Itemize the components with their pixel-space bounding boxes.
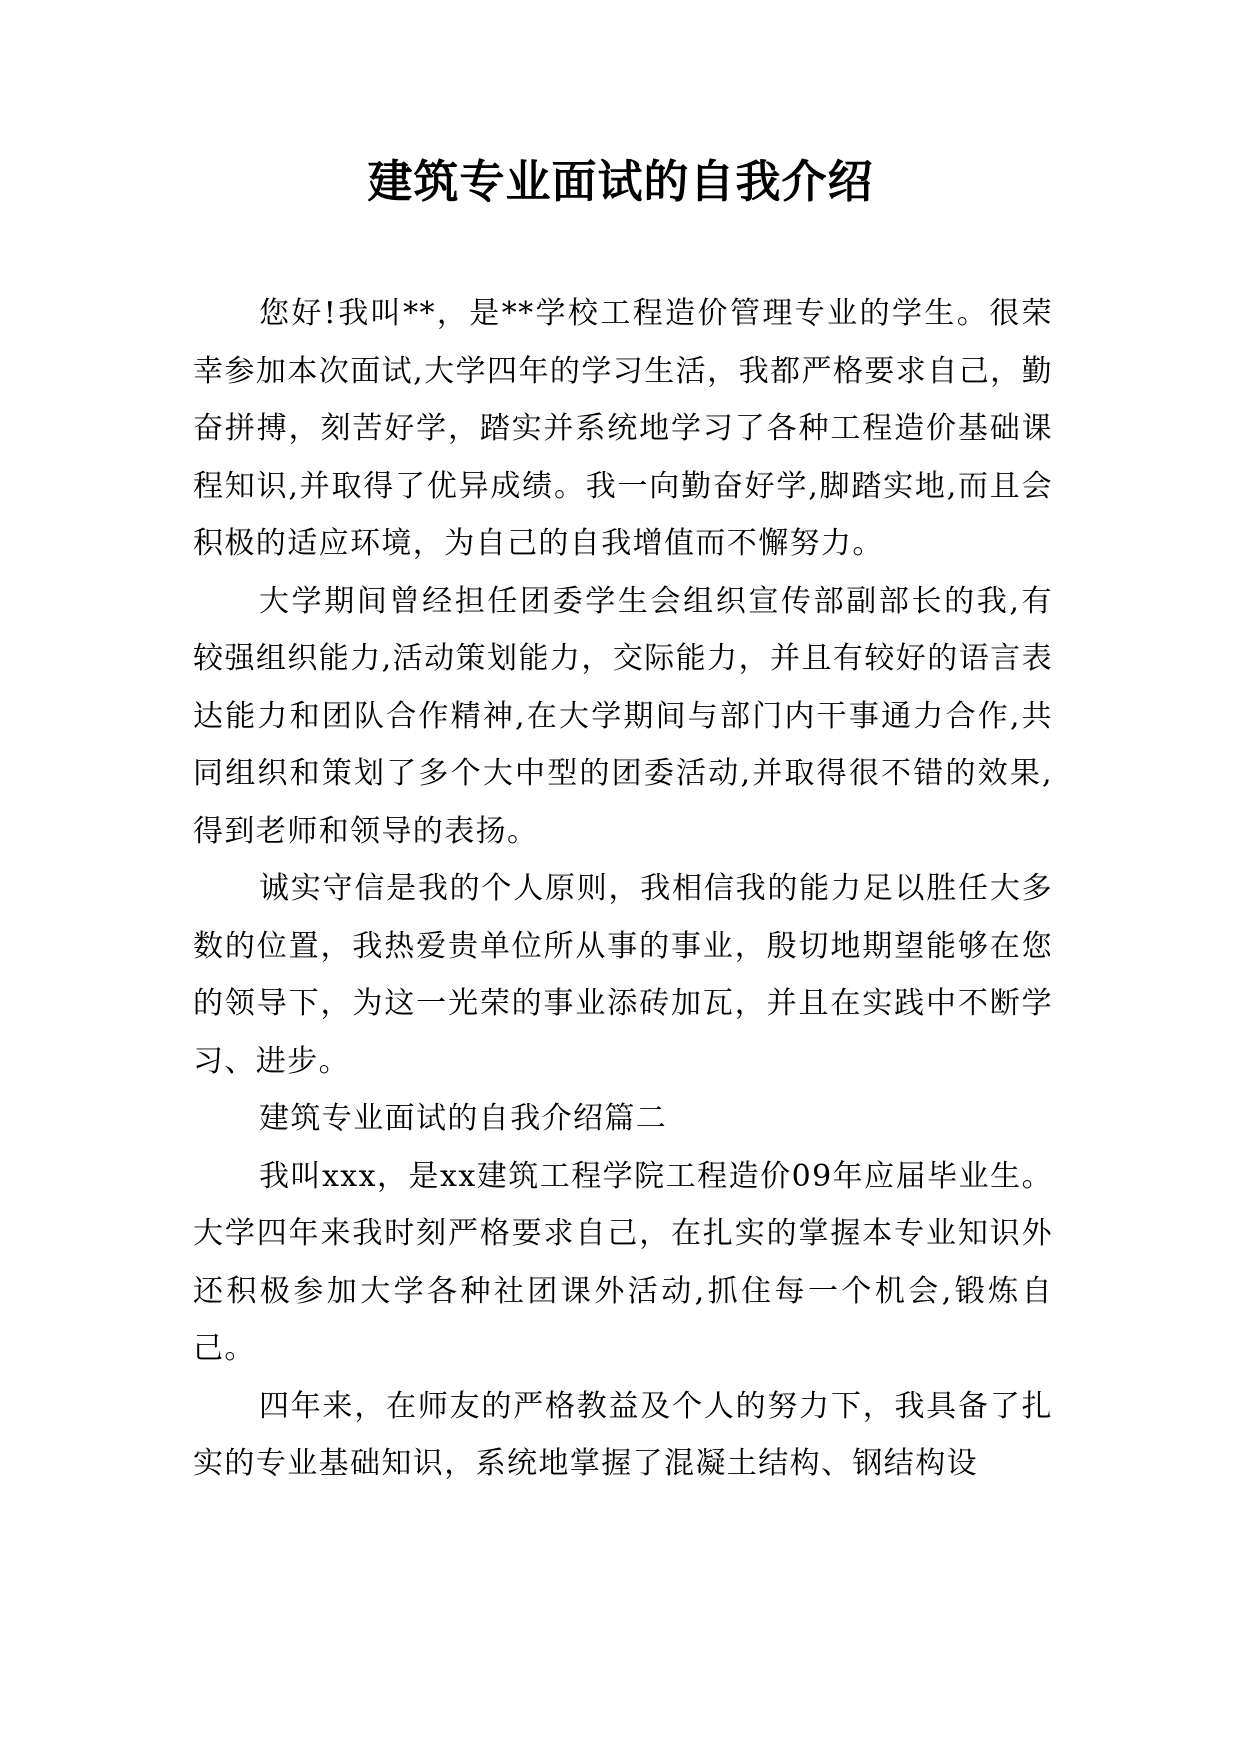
document-title: 建筑专业面试的自我介绍 bbox=[367, 155, 874, 208]
paragraph: 大学期间曾经担任团委学生会组织宣传部副部长的我,有较强组织能力,活动策划能力，交际能力，并且有较好的语言表达能力和团队合作精神,在大学期间与部门内干事通力合作,共同组织和策划了多个大中型的团委活动,并取得很不错的效果,得到老师和领导的表扬。 bbox=[193, 583, 1053, 849]
paragraph: 四年来，在师友的严格教益及个人的努力下，我具备了扎实的专业基础知识，系统地掌握了混凝土结构、钢结构设 bbox=[193, 1388, 1053, 1481]
paragraph: 我叫xxx，是xx建筑工程学院工程造价09年应届毕业生。大学四年来我时刻严格要求自己，在扎实的掌握本专业知识外还积极参加大学各种社团课外活动,抓住每一个机会,锻炼自己。 bbox=[193, 1158, 1053, 1366]
paragraph: 您好!我叫**，是**学校工程造价管理专业的学生。很荣幸参加本次面试,大学四年的学习生活，我都严格要求自己，勤奋拼搏，刻苦好学，踏实并系统地学习了各种工程造价基础课程知识,并取得了优异成绩。我一向勤奋好学,脚踏实地,而且会积极的适应环境，为自己的自我增值而不懈努力。 bbox=[193, 296, 1053, 561]
paragraph: 诚实守信是我的个人原则，我相信我的能力足以胜任大多数的位置，我热爱贵单位所从事的事业，殷切地期望能够在您的领导下，为这一光荣的事业添砖加瓦，并且在实践中不断学习、进步。 bbox=[193, 871, 1053, 1079]
document-body bbox=[193, 285, 1053, 1493]
section-heading: 建筑专业面试的自我介绍篇二 bbox=[259, 1101, 668, 1136]
